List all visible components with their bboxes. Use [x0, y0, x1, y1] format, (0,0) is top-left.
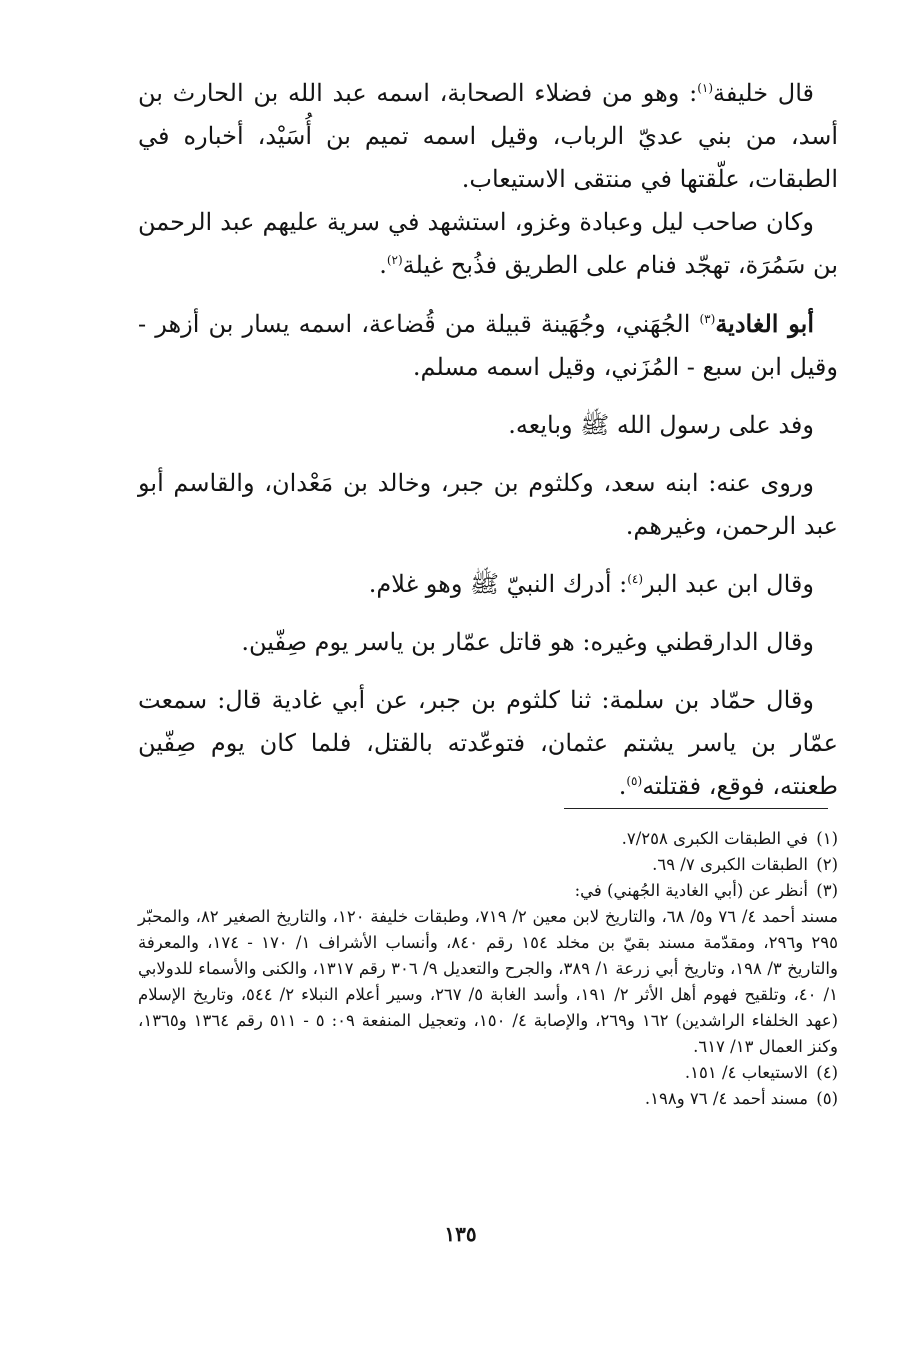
footnote-text: أنظر عن (أبي الغادية الجُهني) في: [574, 881, 808, 900]
footnote-number: (٤) [816, 1063, 838, 1082]
footnote-marker-4: (٤) [627, 572, 644, 586]
paragraph-lead: وقال ابن عبد البر [643, 570, 814, 598]
paragraph-text: : وهو من فضلاء الصحابة، اسمه عبد الله بن الحارث بن أسد، من بني عديّ الرباب، وقيل اسمه تميم بن أُسَيْد، أخباره في الطبقات، علّقتها في منتقى الاستيعاب. [138, 79, 838, 193]
footnote-marker-3: (٣) [699, 312, 716, 326]
entry-abu-al-ghadiya [138, 302, 838, 389]
paragraph-hammad [138, 679, 838, 808]
footnote-text: الاستيعاب ٤/ ١٥١. [684, 1063, 808, 1082]
paragraph-biography [138, 201, 838, 287]
paragraph-narrators: وروى عنه: ابنه سعد، وكلثوم بن جبر، وخالد بن مَعْدان، والقاسم أبو عبد الرحمن، وغيرهم. [138, 469, 838, 540]
footnote-item [138, 878, 838, 904]
footnote-item [138, 1060, 838, 1086]
paragraph-end: . [618, 772, 627, 800]
footnote-text: في الطبقات الكبرى ٧/٢٥٨. [621, 829, 808, 848]
paragraph-lead: قال خليفة [713, 79, 815, 107]
footnote-marker-1: (١) [697, 81, 714, 95]
entry-title: أبو الغادية [715, 309, 814, 338]
paragraph-end: . [379, 251, 387, 279]
footnote-number: (٣) [816, 881, 838, 900]
paragraph-khalifa [138, 72, 838, 201]
footnote-item [138, 826, 838, 852]
paragraph-text: : أدرك النبيّ ﷺ وهو غلام. [368, 570, 628, 598]
footnote-text: الطبقات الكبرى ٧/ ٦٩. [652, 855, 808, 874]
footnote-text: مسند أحمد ٤/ ٧٦ و١٩٨. [644, 1089, 808, 1108]
footnote-marker-2: (٢) [386, 253, 403, 267]
paragraph-text: الجُهَني، وجُهَينة قبيلة من قُضاعة، اسمه يسار بن أزهر - وقيل ابن سبع - المُزَني، وقيل اسمه مسلم. [138, 310, 838, 381]
footnote-marker-5: (٥) [626, 774, 643, 788]
footnote-item [138, 1086, 838, 1112]
paragraph-ibn-abd-al-barr [138, 563, 838, 606]
footnote-number: (٥) [816, 1089, 838, 1108]
page-number: ١٣٥ [444, 1222, 477, 1246]
paragraph-text: وكان صاحب ليل وعبادة وغزو، استشهد في سرية عليهم عبد الرحمن بن سَمُرَة، تهجّد فنام على الطريق فذُبح غيلة [138, 208, 838, 279]
footnote-item [138, 852, 838, 878]
footnote-references: مسند أحمد ٤/ ٧٦ و٥/ ٦٨، والتاريخ لابن معين ٢/ ٧١٩، وطبقات خليفة ١٢٠، والتاريخ الصغير ٨٢، والمحبّر ٢٩٥ و٢٩٦، ومقدّمة مسند بقيّ بن مخلد ١٥٤ رقم ٨٤٠، وأنساب الأشراف ١/ ١٧٠ - ١٧٤، والمعرفة والتاريخ ٣/ ١٩٨، وتاريخ أبي زرعة ١/ ٣٨٩، والجرح والتعديل ٩/ ٣٠٦ رقم ١٣١٧، والكنى والأسماء للدولابي ١/ ٤٠، وتلقيح فهوم أهل الأثر ٢/ ١٩١، وأسد الغابة ٥/ ٢٦٧، وسير أعلام النبلاء ٢/ ٥٤٤، وتاريخ الإسلام (عهد الخلفاء الراشدين) ١٦٢ و٢٦٩، والإصابة ٤/ ١٥٠، وتعجيل المنفعة ٠٩: ٥ - ٥١١ رقم ١٣٦٤ و١٣٦٥، وكنز العمال ١٣/ ٦١٧. [138, 907, 839, 1056]
paragraph-text: وقال حمّاد بن سلمة: ثنا كلثوم بن جبر، عن أبي غادية قال: سمعت عمّار بن ياسر يشتم عثمان، فتوعّدته بالقتل، فلما كان يوم صِفّين طعنته، فوقع، فقتلته [138, 686, 838, 800]
paragraph-visit: وفد على رسول الله ﷺ وبايعه. [508, 411, 814, 439]
footnotes [138, 826, 838, 1112]
footnote-number: (٢) [816, 855, 838, 874]
footnote-separator [564, 808, 828, 809]
paragraph-daraqutni: وقال الدارقطني وغيره: هو قاتل عمّار بن ياسر يوم صِفّين. [241, 628, 814, 656]
footnote-number: (١) [816, 829, 838, 848]
main-text [138, 72, 838, 808]
